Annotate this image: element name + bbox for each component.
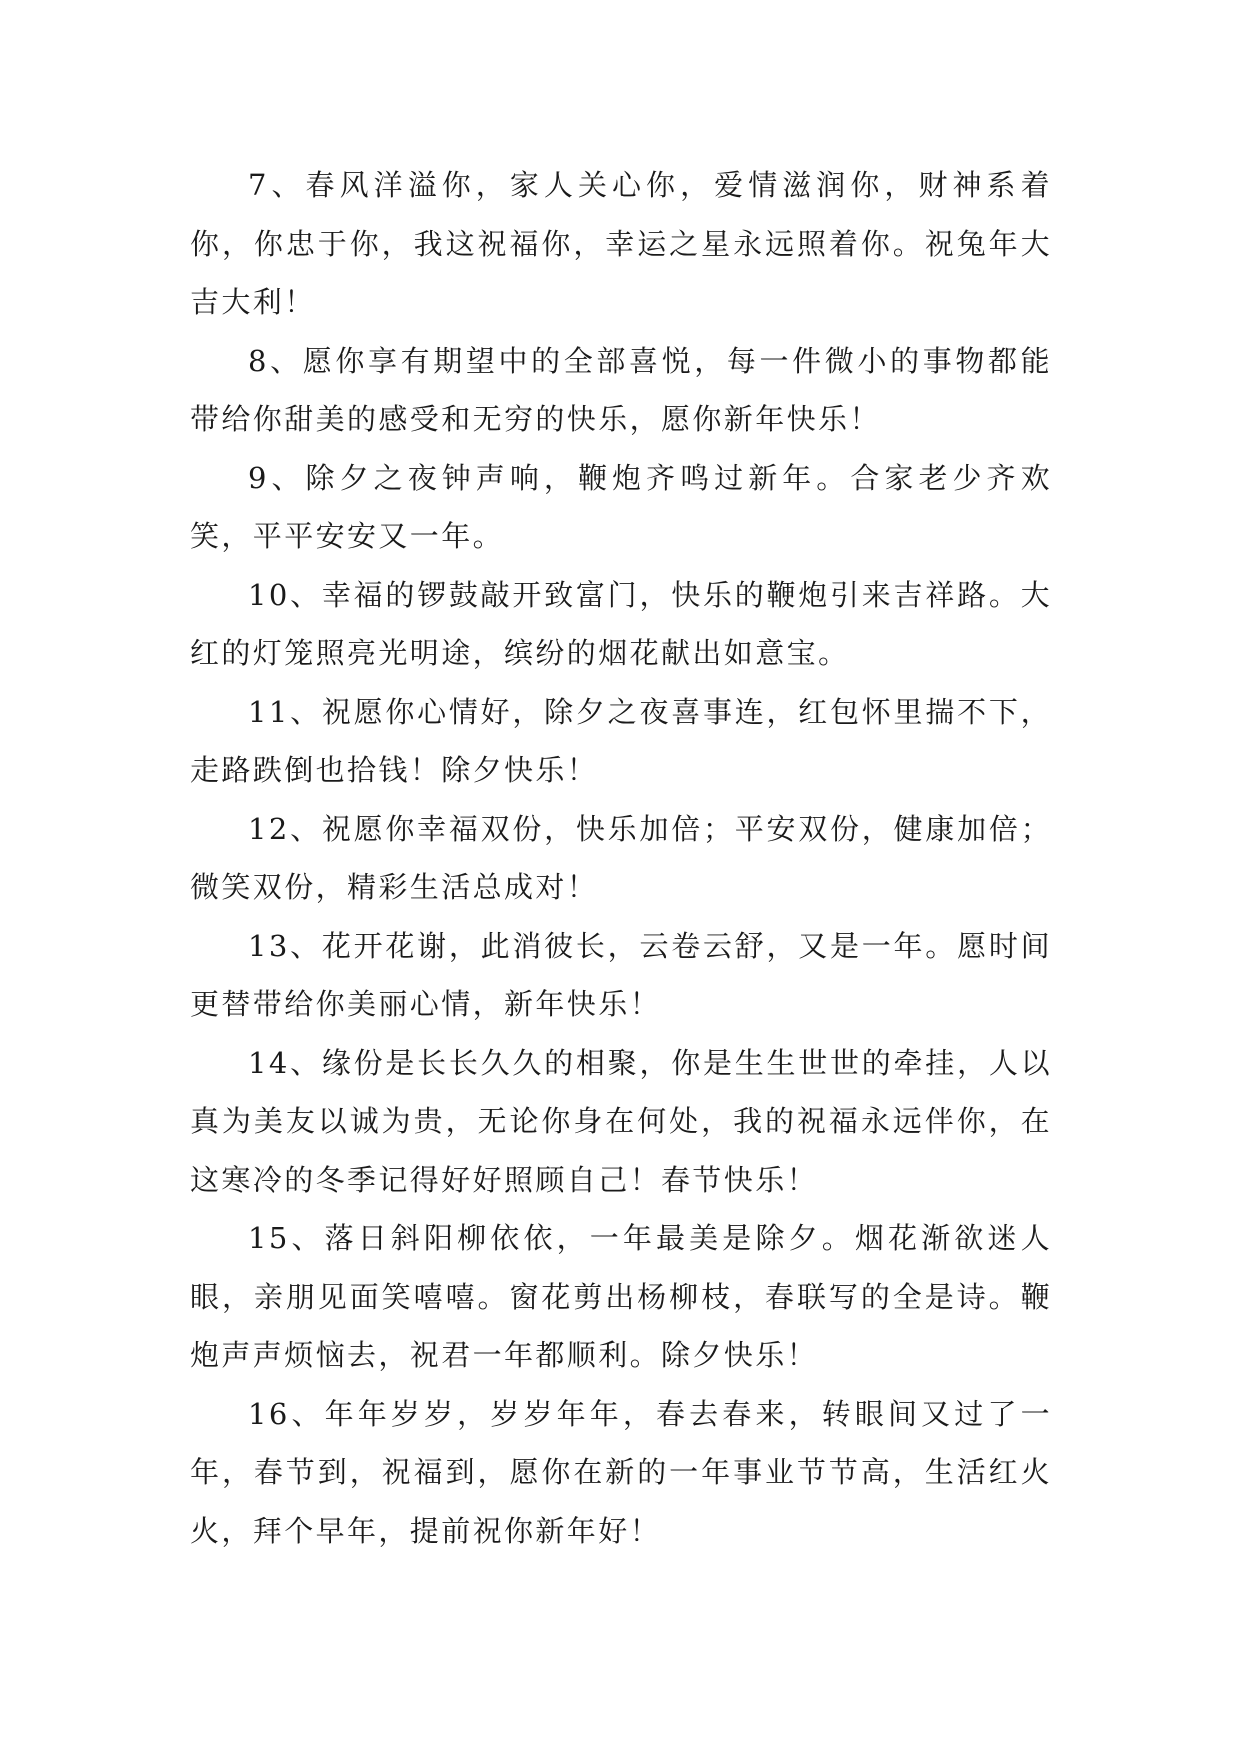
paragraph-9: 9、除夕之夜钟声响，鞭炮齐鸣过新年。合家老少齐欢笑，平平安安又一年。 xyxy=(190,460,1052,553)
paragraph-7: 7、春风洋溢你，家人关心你，爱情滋润你，财神系着你，你忠于你，我这祝福你，幸运之星永远照着你。祝兔年大吉大利！ xyxy=(190,168,1052,319)
paragraph-12: 12、祝愿你幸福双份，快乐加倍；平安双份，健康加倍；微笑双份，精彩生活总成对！ xyxy=(190,811,1052,904)
paragraph-16: 16、年年岁岁，岁岁年年，春去春来，转眼间又过了一年，春节到，祝福到，愿你在新的一年事业节节高，生活红火火，拜个早年，提前祝你新年好！ xyxy=(190,1396,1052,1548)
paragraph-14: 14、缘份是长长久久的相聚，你是生生世世的牵挂，人以真为美友以诚为贵，无论你身在何处，我的祝福永远伴你，在这寒冷的冬季记得好好照顾自己！春节快乐！ xyxy=(190,1045,1052,1197)
document-body xyxy=(190,156,1052,1560)
paragraph-8: 8、愿你享有期望中的全部喜悦，每一件微小的事物都能带给你甜美的感受和无穷的快乐，愿你新年快乐！ xyxy=(190,343,1052,436)
paragraph-10: 10、幸福的锣鼓敲开致富门，快乐的鞭炮引来吉祥路。大红的灯笼照亮光明途，缤纷的烟花献出如意宝。 xyxy=(190,577,1052,670)
paragraph-11: 11、祝愿你心情好，除夕之夜喜事连，红包怀里揣不下，走路跌倒也拾钱！除夕快乐！ xyxy=(190,694,1052,787)
paragraph-13: 13、花开花谢，此消彼长，云卷云舒，又是一年。愿时间更替带给你美丽心情，新年快乐！ xyxy=(190,928,1052,1021)
paragraph-15: 15、落日斜阳柳依依，一年最美是除夕。烟花渐欲迷人眼，亲朋见面笑嘻嘻。窗花剪出杨柳枝，春联写的全是诗。鞭炮声声烦恼去，祝君一年都顺利。除夕快乐！ xyxy=(190,1221,1052,1372)
